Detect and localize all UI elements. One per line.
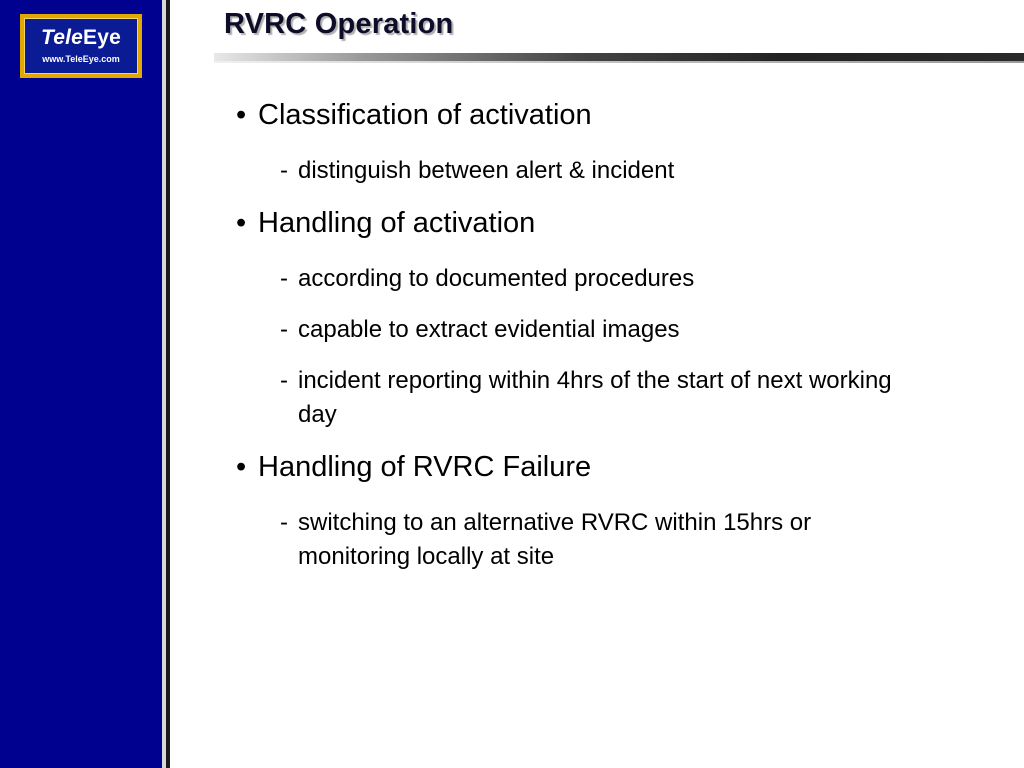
logo-panel xyxy=(24,18,138,74)
sub-text: incident reporting within 4hrs of the start of next working day xyxy=(298,367,892,428)
logo-word-tele: Tele xyxy=(40,26,84,49)
sub-text: switching to an alternative RVRC within 15hrs or monitoring locally at site xyxy=(298,509,812,570)
bullet-text: Classification of activation xyxy=(258,99,592,131)
sub-item xyxy=(280,154,920,188)
sub-mark: - xyxy=(280,509,288,536)
slide-content xyxy=(236,98,966,591)
bullet-mark: • xyxy=(236,99,247,131)
logo-wordmark xyxy=(41,27,121,49)
title-rule xyxy=(214,53,1024,61)
sub-item xyxy=(280,313,920,347)
slide-title: RVRC Operation xyxy=(224,8,454,40)
bullet-handling-activation xyxy=(236,206,966,240)
sub-text: distinguish between alert & incident xyxy=(298,157,675,184)
sub-item xyxy=(280,262,920,296)
logo-word-eye: Eye xyxy=(83,26,121,49)
bullet-text: Handling of RVRC Failure xyxy=(258,451,592,483)
sub-item xyxy=(280,506,920,574)
sidebar xyxy=(0,0,162,768)
sidebar-divider xyxy=(166,0,170,768)
sub-mark: - xyxy=(280,157,288,184)
bullet-mark: • xyxy=(236,451,247,483)
bullet-classification xyxy=(236,98,966,132)
title-rule-thin xyxy=(214,61,1024,63)
sub-item xyxy=(280,364,920,432)
bullet-mark: • xyxy=(236,207,247,239)
sub-mark: - xyxy=(280,265,288,292)
sub-mark: - xyxy=(280,367,288,394)
logo-url: www.TeleEye.com xyxy=(42,54,120,64)
sub-mark: - xyxy=(280,316,288,343)
sub-text: according to documented procedures xyxy=(298,265,695,292)
sub-text: capable to extract evidential images xyxy=(298,316,680,343)
teleeye-logo xyxy=(20,14,142,78)
bullet-handling-failure xyxy=(236,450,966,484)
bullet-text: Handling of activation xyxy=(258,207,536,239)
